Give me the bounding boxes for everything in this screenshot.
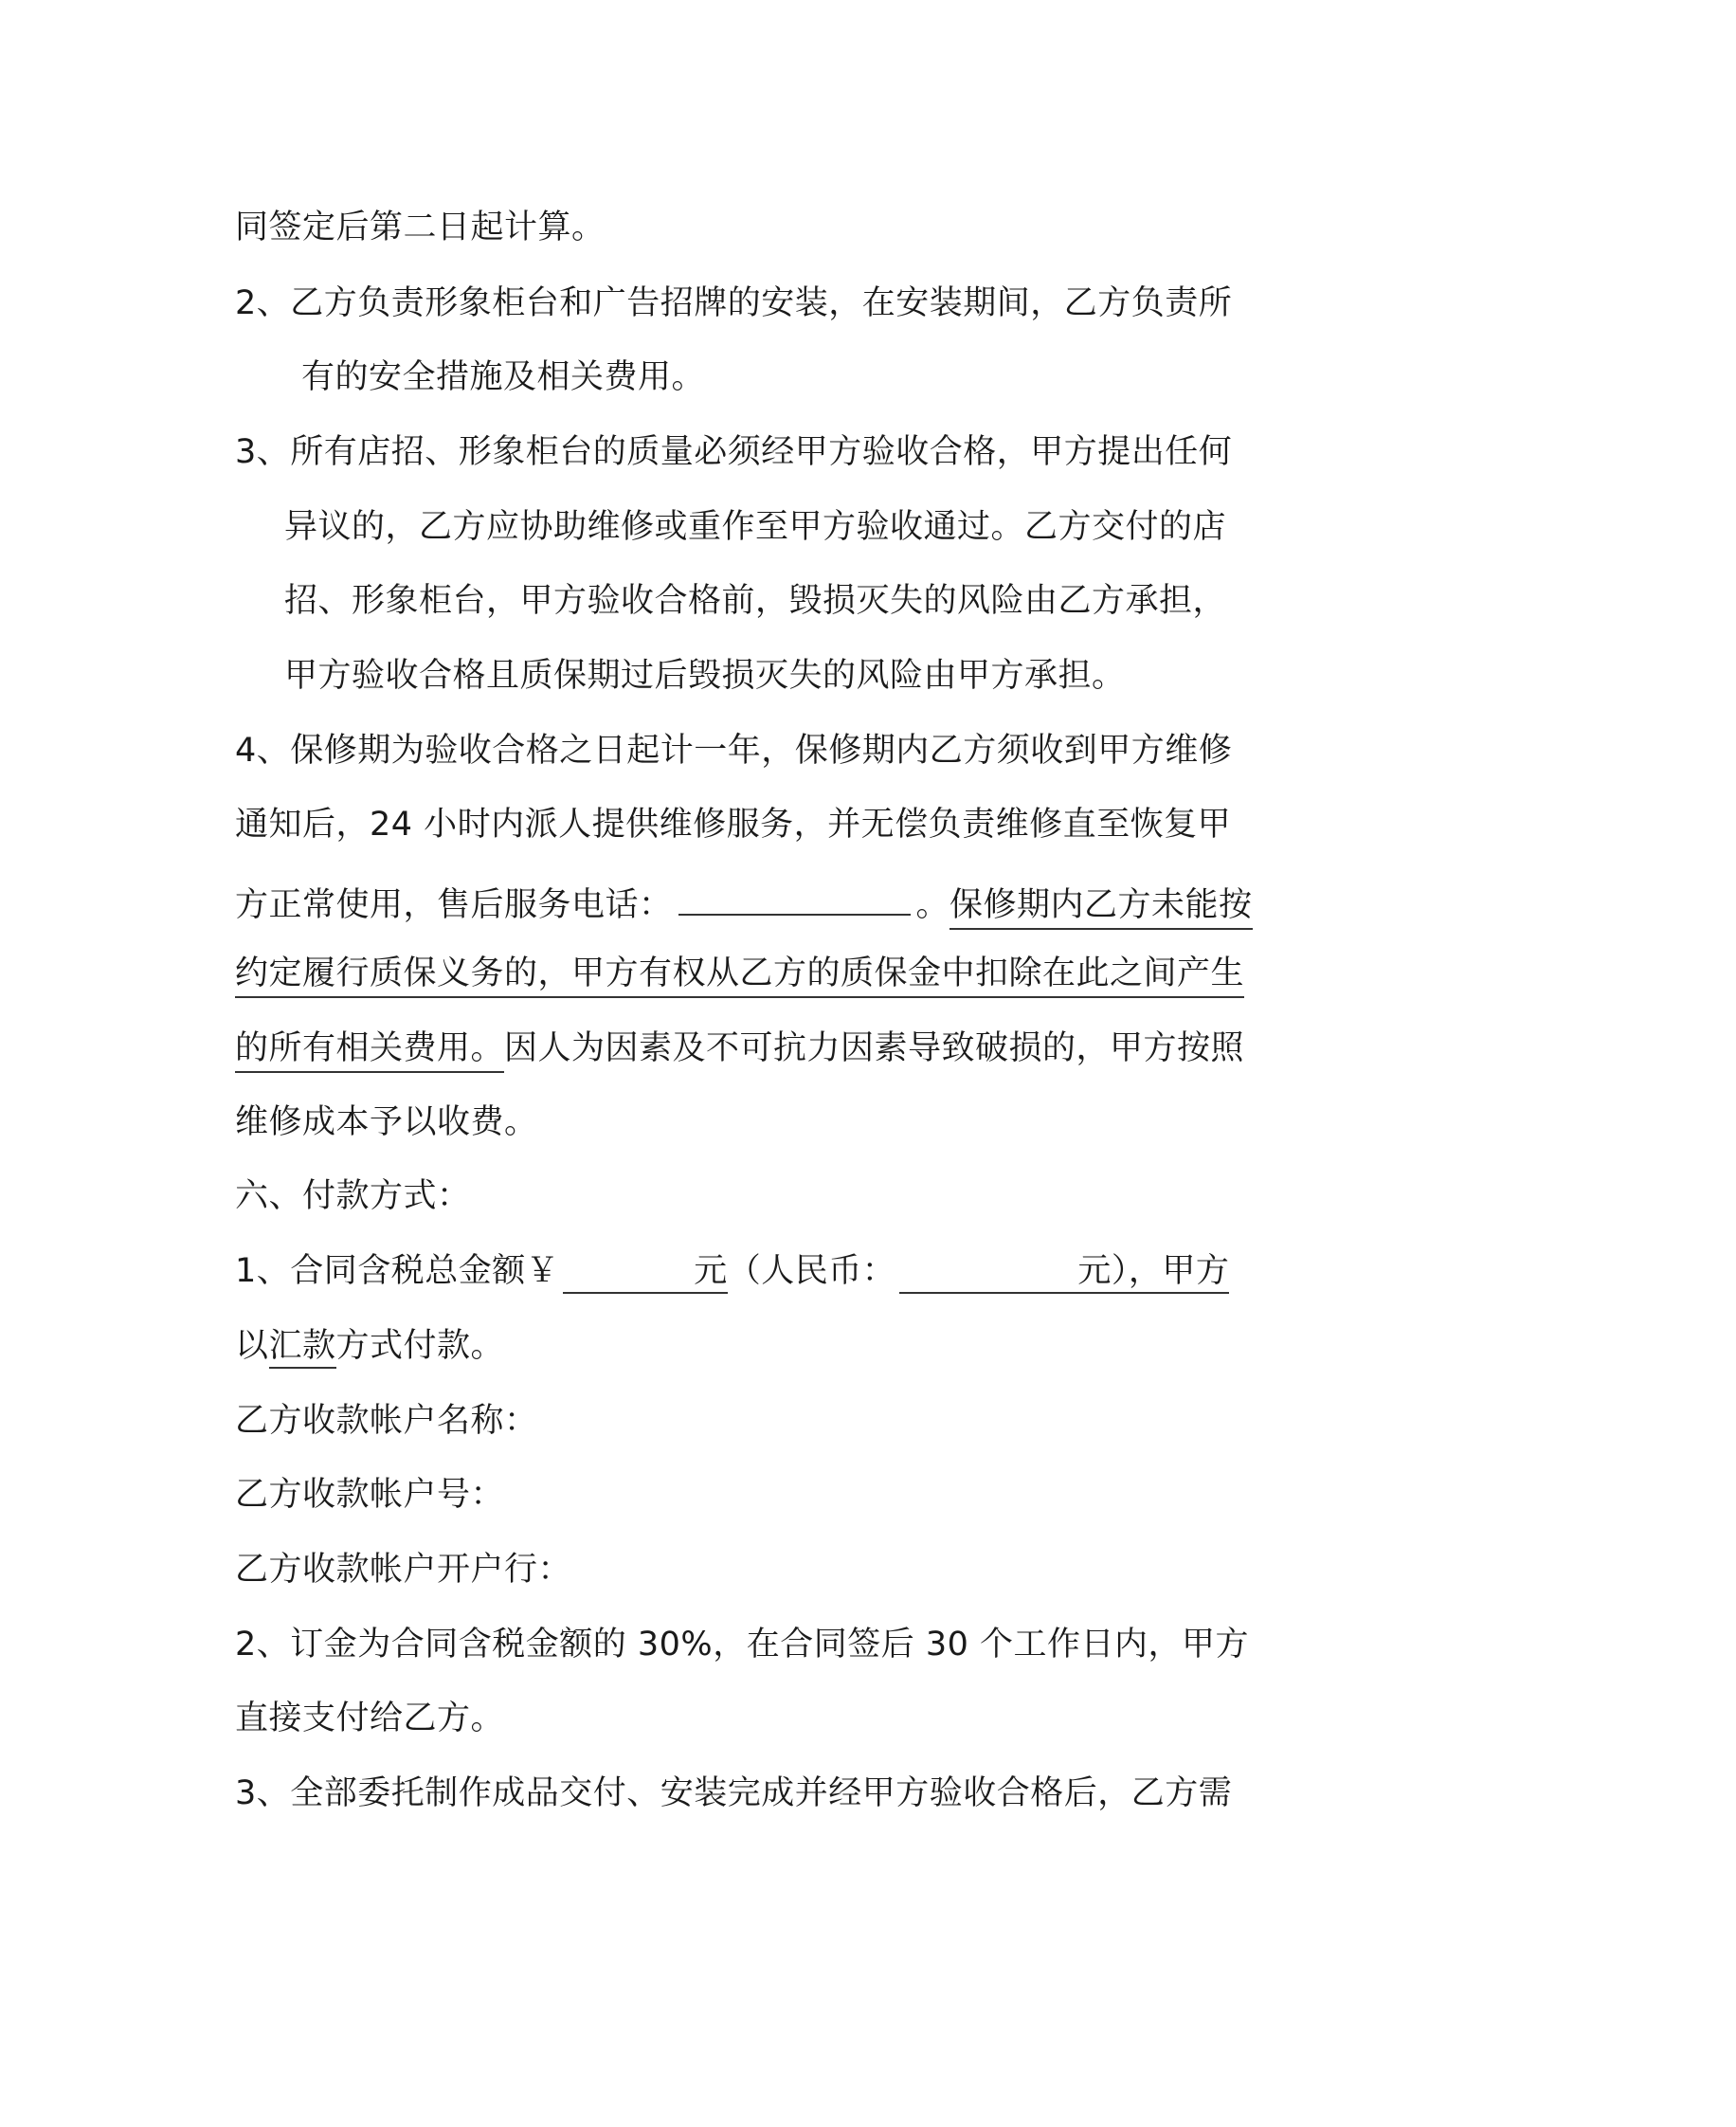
clause-2: 2、乙方负责形象柜台和广告招牌的安装，在安装期间，乙方负责所 bbox=[235, 284, 1233, 322]
payment-method-line bbox=[235, 1323, 504, 1369]
account-bank-label: 乙方收款帐户开户行： bbox=[235, 1551, 572, 1589]
amount-field[interactable] bbox=[563, 1250, 728, 1294]
text-fragment: 。 bbox=[915, 886, 950, 924]
service-phone-line bbox=[235, 876, 1253, 928]
payment-method-field[interactable]: 汇款 bbox=[269, 1325, 336, 1369]
clause-3-payment: 3、全部委托制作成品交付、安装完成并经甲方验收合格后，乙方需 bbox=[235, 1774, 1233, 1812]
clause-4: 4、保修期为验收合格之日起计一年，保修期内乙方须收到甲方维修 bbox=[235, 732, 1233, 770]
text-line bbox=[235, 1026, 1244, 1071]
amount-label: 1、合同含税总金额￥ bbox=[235, 1252, 560, 1290]
service-phone-label: 方正常使用，售后服务电话： bbox=[235, 886, 673, 924]
clause-3: 3、所有店招、形象柜台的质量必须经甲方验收合格，甲方提出任何 bbox=[235, 433, 1233, 471]
text-line: 甲方验收合格且质保期过后毁损灭失的风险由甲方承担。 bbox=[284, 657, 1126, 695]
currency-unit: 元 bbox=[694, 1252, 728, 1290]
text-line: 招、形象柜台，甲方验收合格前，毁损灭失的风险由乙方承担， bbox=[284, 582, 1227, 620]
rmb-label: （人民币： bbox=[727, 1252, 896, 1290]
underlined-text: 约定履行质保义务的，甲方有权从乙方的质保金中扣除在此之间产生 bbox=[235, 954, 1244, 998]
underlined-text: 保修期内乙方未能按 bbox=[949, 886, 1253, 930]
account-number-label: 乙方收款帐户号： bbox=[235, 1476, 505, 1514]
text-fragment: 方式付款。 bbox=[335, 1327, 505, 1365]
currency-unit: 元），甲方 bbox=[1077, 1252, 1230, 1290]
text-line: 有的安全措施及相关费用。 bbox=[301, 358, 706, 396]
payment-amount-line bbox=[235, 1248, 1229, 1294]
section-heading: 六、付款方式： bbox=[235, 1177, 471, 1215]
text-line: 同签定后第二日起计算。 bbox=[235, 209, 606, 246]
text-line: 通知后，24 小时内派人提供维修服务，并无偿负责维修直至恢复甲 bbox=[235, 806, 1232, 844]
text-fragment: 以 bbox=[235, 1327, 269, 1365]
underlined-text: 的所有相关费用。 bbox=[235, 1029, 504, 1073]
service-phone-field[interactable] bbox=[678, 876, 911, 916]
text-line: 异议的，乙方应协助维修或重作至甲方验收通过。乙方交付的店 bbox=[284, 508, 1227, 546]
clause-2-payment: 2、订金为合同含税金额的 30%，在合同签后 30 个工作日内，甲方 bbox=[235, 1626, 1249, 1663]
account-name-label: 乙方收款帐户名称： bbox=[235, 1402, 538, 1440]
rmb-amount-field[interactable] bbox=[899, 1250, 1229, 1294]
underlined-line bbox=[235, 951, 1244, 996]
text-fragment: 因人为因素及不可抗力因素导致破损的，甲方按照 bbox=[504, 1029, 1245, 1067]
text-line: 直接支付给乙方。 bbox=[235, 1700, 505, 1737]
text-line: 维修成本予以收费。 bbox=[235, 1103, 538, 1141]
